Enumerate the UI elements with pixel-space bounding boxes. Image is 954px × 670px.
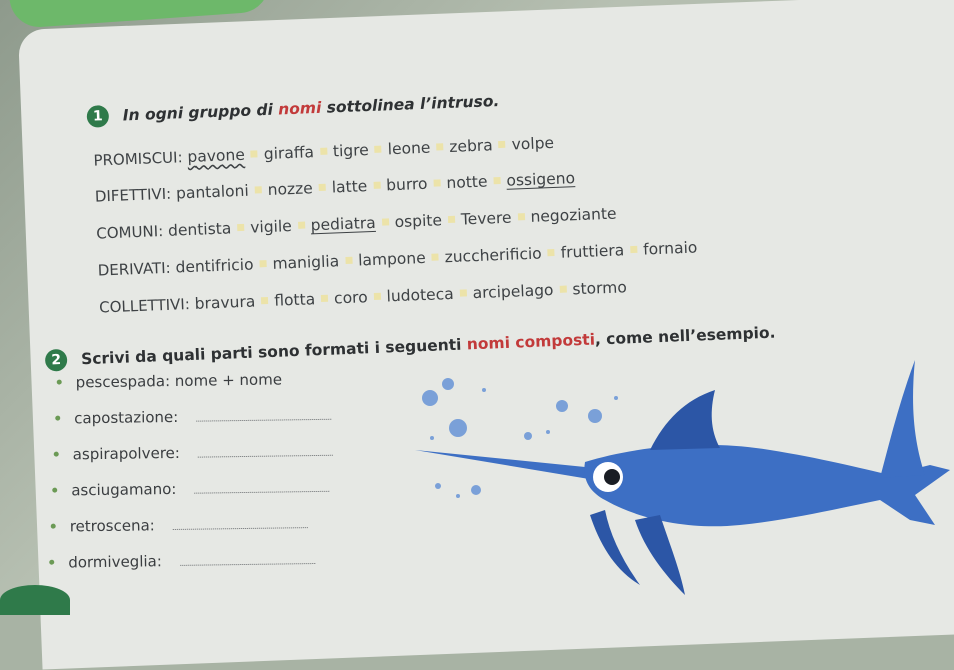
bubble-icon [449,419,467,437]
list-item [51,514,308,536]
separator-square [499,141,506,148]
bullet-icon [49,560,54,565]
bubble-icon [430,436,434,440]
word: fruttiera [560,241,625,262]
exercise2-title-accent: nomi composti [466,330,596,354]
separator-square [432,253,439,260]
answer-line[interactable] [173,526,308,530]
separator-square [259,260,266,267]
bubble-icon [471,485,481,495]
bullet-icon [54,452,59,457]
item-word: capostazione: [74,407,179,428]
separator-square [433,179,440,186]
bubble-icon [556,400,568,412]
bubble-icon [588,409,602,423]
fish-lower-fin [590,510,640,585]
separator-square [548,249,555,256]
bubble-icon [442,378,454,390]
word: bravura [194,292,256,313]
separator-square [630,246,637,253]
word: pavone [187,145,246,167]
exercise2-number-badge: 2 [45,349,68,372]
answer-line[interactable] [198,454,333,458]
separator-square [559,286,566,293]
word: arcipelago [472,281,554,303]
word: negoziante [530,204,617,226]
word: leone [387,138,431,159]
separator-square [436,143,443,150]
word: maniglia [272,252,340,273]
row-label: DIFETTIVI: [94,184,172,206]
bubble-icon [614,396,618,400]
word: latte [331,177,368,197]
bubble-icon [524,432,532,440]
row-label: DERIVATI: [97,258,171,280]
exercise2-title-pre: Scrivi da quali parti sono formati i seguenti [80,335,468,369]
word: flotta [273,290,316,310]
separator-square [321,295,328,302]
answer-line[interactable] [194,490,329,494]
word: vigile [249,217,293,237]
word: fornaio [642,238,698,259]
item-word: aspirapolvere: [72,443,181,464]
word: ospite [394,211,443,232]
exercise1-title-accent: nomi [277,98,322,119]
exercise1-title-pre: In ogni gruppo di [122,100,279,125]
item-word: dormiveglia: [68,552,162,572]
separator-square [251,150,258,157]
fish-pupil-icon [604,469,620,485]
separator-square [320,148,327,155]
word: pantaloni [175,181,250,203]
separator-square [319,184,326,191]
separator-square [459,289,466,296]
item-word: pescespada: [75,372,171,392]
word: nozze [267,179,314,199]
word: dentista [167,219,232,240]
word: ludoteca [386,284,455,306]
bullet-icon [52,488,57,493]
word: burro [385,174,428,195]
word: tigre [332,141,370,161]
bullet-icon [57,380,62,385]
bubble-icon [422,390,438,406]
list-item [57,370,283,391]
separator-square [345,257,352,264]
item-answer: nome + nome [174,370,283,390]
separator-square [375,146,382,153]
separator-square [261,297,268,304]
row-label: PROMISCUI: [93,148,183,170]
exercise2-title-post: , come nell’esempio. [594,323,776,349]
separator-square [255,186,262,193]
bullet-icon [51,524,56,529]
answer-line[interactable] [196,418,331,422]
bubble-icon [546,430,550,434]
row-label: COMUNI: [95,222,164,243]
bubble-icon [456,494,460,498]
separator-square [373,182,380,189]
exercise1-number-badge: 1 [86,105,109,128]
separator-square [493,177,500,184]
bottom-corner-badge [0,585,70,615]
fish-dorsal-fin [650,390,720,450]
row-label: COLLETTIVI: [98,295,191,317]
word: notte [446,172,488,193]
list-item [55,406,331,428]
separator-square [237,224,244,231]
bubble-icon [482,388,486,392]
word: coro [333,288,368,308]
word: zebra [448,136,494,156]
word-underlined: pediatra [310,213,376,235]
fish-pectoral-fin [635,515,685,595]
separator-square [381,218,388,225]
exercise1-title-post: sottolinea l’intruso. [320,92,500,117]
list-item [49,550,315,572]
separator-square [373,293,380,300]
separator-square [517,213,524,220]
answer-line[interactable] [180,562,315,566]
word: zuccherificio [444,244,543,267]
word: dentifricio [175,255,254,277]
separator-square [298,222,305,229]
item-word: retroscena: [69,516,155,536]
fish-sword [415,450,595,480]
word: lampone [357,248,427,270]
word: Tevere [460,208,512,229]
item-word: asciugamano: [71,479,177,500]
bullet-icon [55,416,60,421]
fish-tail-top [880,360,925,478]
bubble-icon [435,483,441,489]
word-underlined: ossigeno [506,169,576,190]
separator-square [448,216,455,223]
word: giraffa [263,143,315,164]
word: volpe [511,133,555,154]
word: stormo [572,278,628,299]
swordfish-illustration [410,350,950,600]
